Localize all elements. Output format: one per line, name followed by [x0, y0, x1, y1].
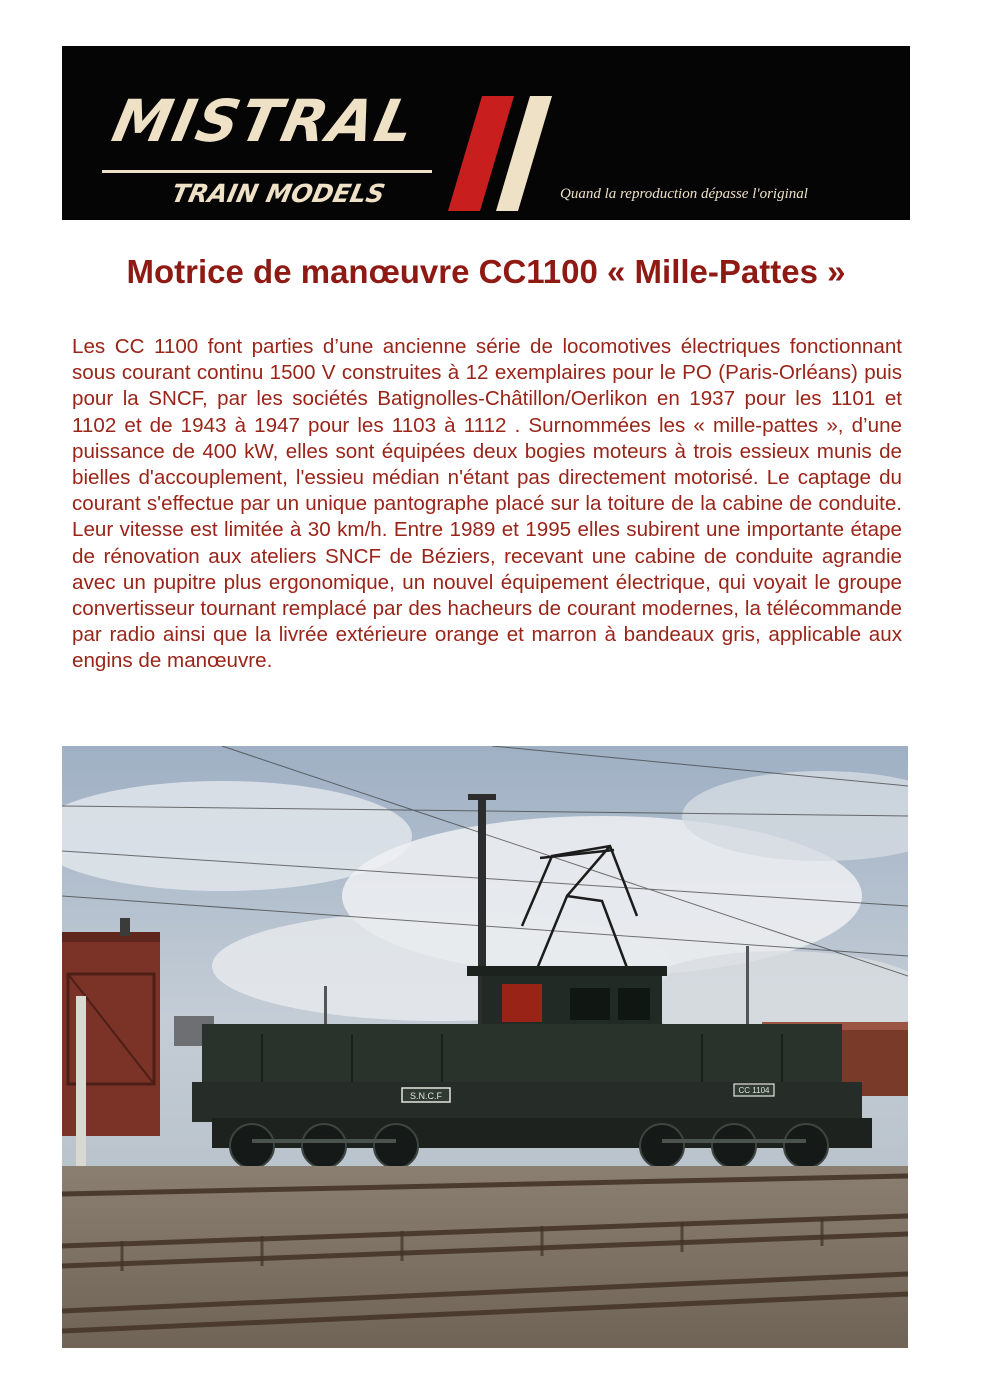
logo-wordmark: MISTRAL — [106, 87, 423, 155]
brand-banner — [62, 46, 910, 220]
brand-tagline: Quand la reproduction dépasse l'original — [560, 186, 808, 202]
sncf-plate: S.N.C.F — [409, 1091, 443, 1101]
logo-subtitle: TRAIN MODELS — [168, 179, 388, 208]
number-plate: CC 1104 — [738, 1086, 770, 1095]
article-title: Motrice de manœuvre CC1100 « Mille-Pattes » — [126, 253, 846, 290]
logo-stripes-icon — [442, 96, 572, 211]
logo-underline — [102, 170, 432, 173]
locomotive-photo — [62, 746, 908, 1348]
article-body: Les CC 1100 font parties d’une ancienne série de locomotives électriques fonctionnant sous courant continu 1500 V construites à 12 exemplaires pour le PO (Paris-Orléans) puis pour la SNCF, par les sociétés Batignolles-Châtillon/Oerlikon en 1937 pour les 1101 et 1102 et de 1943 à 1947 pour les 1103 à 1112 . Surnommées les « mille-pattes », d’une puissance de 400 kW, elles sont équipées deux bogies moteurs à trois essieux munis de bielles d'accouplement, l'essieu médian n'étant pas directement motorisé. Le captage du courant s'effectue par un unique pantographe placé sur la toiture de la cabine de conduite. Leur vitesse est limitée à 30 km/h. Entre 1989 et 1995 elles subirent une importante étape de rénovation aux ateliers SNCF de Béziers, recevant une cabine de conduite agrandie avec un pupitre plus ergonomique, un nouvel équipement électrique, qui voyait le groupe convertisseur tournant remplacé par des hacheurs de courant modernes, la télécommande par radio ainsi que la livrée extérieure orange et marron à bandeaux gris, applicable aux engins de manœuvre. — [72, 335, 902, 673]
